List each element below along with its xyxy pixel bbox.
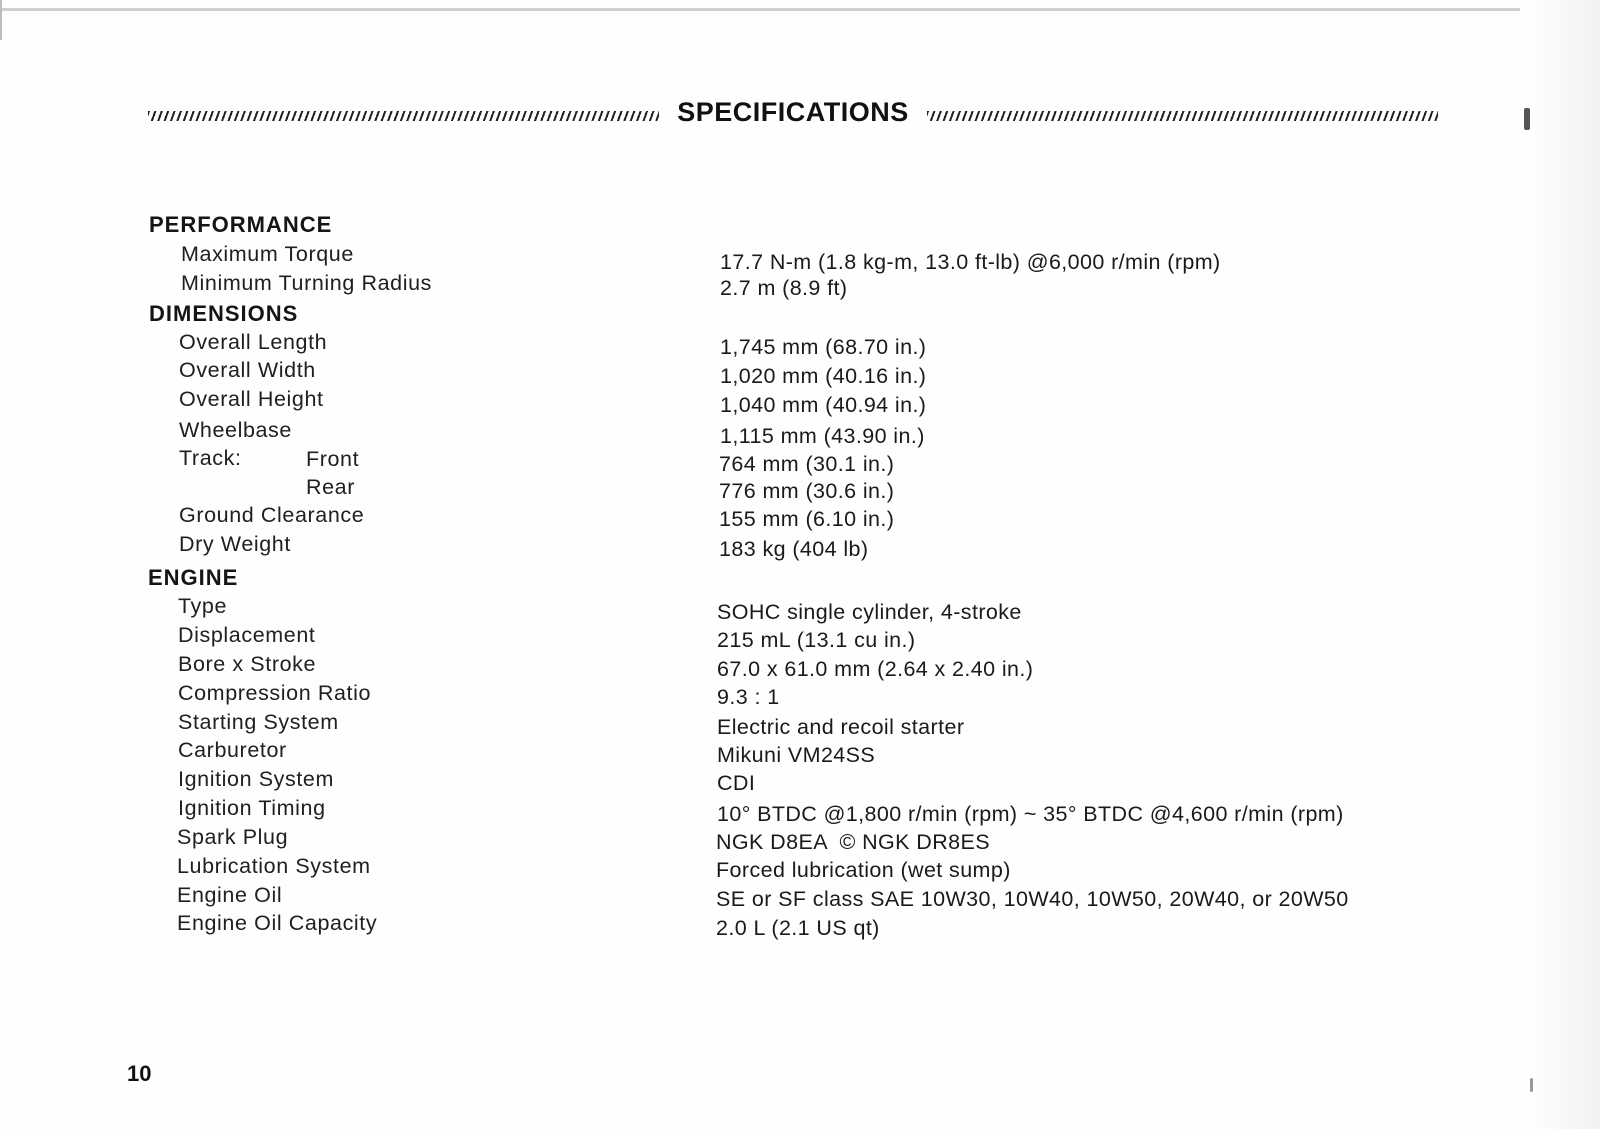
- page-number: 10: [127, 1061, 152, 1086]
- spec-value-track-rear: 776 mm (30.6 in.): [719, 479, 895, 503]
- spec-value-engine-oil: SE or SF class SAE 10W30, 10W40, 10W50, 20W40, or 20W50: [716, 887, 1349, 911]
- spec-label-spark-plug: Spark Plug: [177, 825, 289, 849]
- page-header: [148, 92, 1438, 132]
- header-hatch-left: [148, 111, 659, 121]
- section-heading-engine: ENGINE: [148, 565, 239, 590]
- spec-label-bore-x-stroke: Bore x Stroke: [178, 652, 317, 676]
- spec-value-minimum-turning-radius: 2.7 m (8.9 ft): [720, 276, 848, 300]
- spec-label-carburetor: Carburetor: [178, 738, 287, 762]
- spec-label-type: Type: [178, 594, 228, 618]
- spec-value-dry-weight: 183 kg (404 lb): [719, 537, 869, 561]
- spec-label-dry-weight: Dry Weight: [179, 532, 291, 556]
- header-hatch-right: [927, 111, 1438, 121]
- spec-value-compression-ratio: 9.3 : 1: [717, 685, 780, 709]
- spec-label-ground-clearance: Ground Clearance: [179, 503, 365, 527]
- scan-speck: [1530, 1078, 1533, 1092]
- page-edge-shadow: [1530, 0, 1600, 1129]
- spec-label-maximum-torque: Maximum Torque: [181, 242, 354, 266]
- spec-value-maximum-torque: 17.7 N-m (1.8 kg-m, 13.0 ft-lb) @6,000 r/min (rpm): [720, 250, 1221, 274]
- spec-label-displacement: Displacement: [178, 623, 316, 647]
- spec-sublabel-rear: Rear: [306, 475, 356, 499]
- spec-value-track-front: 764 mm (30.1 in.): [719, 452, 895, 476]
- spec-value-overall-height: 1,040 mm (40.94 in.): [720, 393, 927, 417]
- spec-value-bore-x-stroke: 67.0 x 61.0 mm (2.64 x 2.40 in.): [717, 657, 1034, 681]
- spec-value-lubrication-system: Forced lubrication (wet sump): [716, 858, 1011, 882]
- section-heading-performance: PERFORMANCE: [149, 212, 333, 237]
- spec-label-track: Track:: [179, 446, 242, 470]
- spec-sublabel-front: Front: [306, 447, 360, 471]
- spec-label-lubrication-system: Lubrication System: [177, 854, 371, 878]
- spec-label-starting-system: Starting System: [178, 710, 339, 734]
- spec-value-ignition-system: CDI: [717, 771, 756, 795]
- spec-value-ignition-timing: 10° BTDC @1,800 r/min (rpm) ~ 35° BTDC @4,600 r/min (rpm): [717, 802, 1344, 826]
- spec-label-overall-length: Overall Length: [179, 330, 328, 354]
- spec-label-overall-height: Overall Height: [179, 387, 324, 411]
- spec-value-carburetor: Mikuni VM24SS: [717, 743, 876, 767]
- spec-value-overall-width: 1,020 mm (40.16 in.): [720, 364, 927, 388]
- spec-label-minimum-turning-radius: Minimum Turning Radius: [181, 271, 432, 295]
- spec-value-ground-clearance: 155 mm (6.10 in.): [719, 507, 895, 531]
- left-edge-rule: [0, 0, 2, 40]
- spec-value-displacement: 215 mL (13.1 cu in.): [717, 628, 916, 652]
- spec-value-overall-length: 1,745 mm (68.70 in.): [720, 335, 927, 359]
- page-title: SPECIFICATIONS: [677, 96, 909, 127]
- spec-label-ignition-timing: Ignition Timing: [178, 796, 326, 820]
- spec-label-engine-oil: Engine Oil: [177, 883, 283, 907]
- spec-label-compression-ratio: Compression Ratio: [178, 681, 372, 705]
- spec-label-wheelbase: Wheelbase: [179, 418, 292, 442]
- spec-label-engine-oil-capacity: Engine Oil Capacity: [177, 911, 378, 935]
- scan-speck: [1524, 108, 1530, 130]
- section-heading-dimensions: DIMENSIONS: [149, 301, 299, 326]
- spec-label-ignition-system: Ignition System: [178, 767, 334, 791]
- top-edge-rule: [0, 8, 1520, 11]
- spec-value-engine-oil-capacity: 2.0 L (2.1 US qt): [716, 916, 880, 940]
- spec-value-type: SOHC single cylinder, 4-stroke: [717, 600, 1022, 624]
- spec-value-spark-plug: NGK D8EA © NGK DR8ES: [716, 830, 990, 854]
- spec-value-starting-system: Electric and recoil starter: [717, 715, 965, 739]
- spec-label-overall-width: Overall Width: [179, 358, 316, 382]
- spec-value-wheelbase: 1,115 mm (43.90 in.): [720, 424, 925, 448]
